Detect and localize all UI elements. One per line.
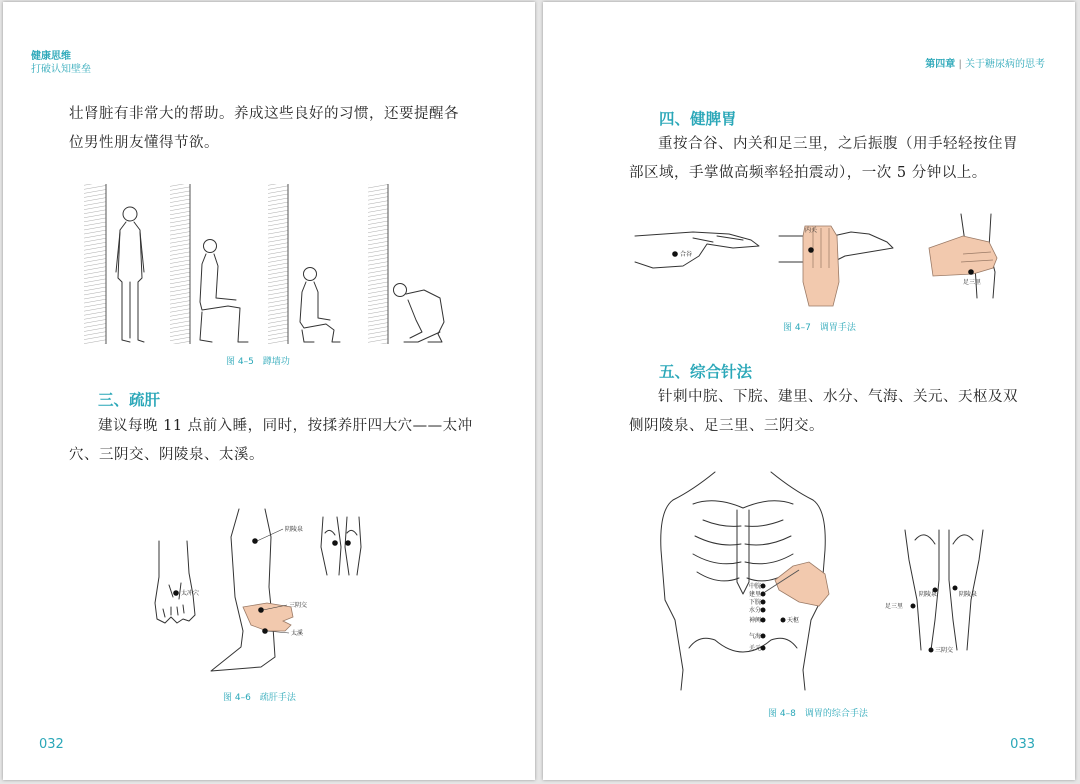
text-line: 建议每晚 11 点前入睡，同时，按揉养肝四大穴——太冲 xyxy=(98,418,473,434)
header-title: 关于糖尿病的思考 xyxy=(965,59,1045,70)
header-chapter: 第四章 xyxy=(925,59,956,70)
comprehensive-points-illustration xyxy=(653,470,993,692)
paragraph-spleen xyxy=(629,130,1059,188)
figure-4-5-caption: 图 4–5 蹲墙功 xyxy=(226,357,290,367)
wall-squat-illustration xyxy=(78,182,458,347)
text-line: 穴、三阴交、阴陵泉、太溪。 xyxy=(69,447,264,463)
sanyinjiao-label: 三阴交 xyxy=(289,602,308,609)
figure-4-6-caption: 图 4–6 疏肝手法 xyxy=(223,693,296,703)
zusanli-label: 足三里 xyxy=(963,279,982,286)
liver-points-illustration xyxy=(151,507,371,677)
guanyuan-label: 关元 xyxy=(749,645,762,652)
taichong-label: 太冲穴 xyxy=(181,590,200,597)
running-header xyxy=(31,50,91,76)
left-page xyxy=(3,2,535,780)
page-number: 033 xyxy=(1010,737,1035,752)
figure-4-7-caption: 图 4–7 调胃手法 xyxy=(783,323,856,333)
qihai-label: 气海 xyxy=(749,633,762,640)
text-line: 壮肾脏有非常大的帮助。养成这些良好的习惯，还要提醒各 xyxy=(69,106,459,122)
neiguan-label: 内关 xyxy=(805,227,818,234)
hegu-label: 合谷 xyxy=(680,251,693,258)
header-separator: | xyxy=(958,59,962,70)
sanyinjiao-label: 三阴交 xyxy=(935,647,954,654)
text-line: 针刺中脘、下脘、建里、水分、气海、关元、天枢及双 xyxy=(658,389,1018,405)
stomach-points-illustration xyxy=(633,212,1013,312)
jianli-label: 建里 xyxy=(749,591,762,598)
paragraph-kidney xyxy=(69,100,499,158)
shuifen-label: 水分 xyxy=(749,607,762,614)
paragraph-liver xyxy=(69,412,499,470)
section-title-acupuncture: 五、综合针法 xyxy=(659,363,753,381)
text-line: 侧阴陵泉、足三里、三阴交。 xyxy=(629,418,824,434)
tianshu-label: 天枢 xyxy=(787,617,800,624)
header-subtitle: 打破认知壁垒 xyxy=(31,64,91,75)
section-title-spleen: 四、健脾胃 xyxy=(659,110,737,128)
header-title: 健康思维 xyxy=(31,51,71,62)
running-header xyxy=(925,58,1045,71)
section-title-liver: 三、疏肝 xyxy=(98,391,161,409)
text-line: 部区域，手掌做高频率轻拍震动），一次 5 分钟以上。 xyxy=(629,165,987,181)
text-line: 位男性朋友懂得节欲。 xyxy=(69,135,219,151)
zusanli-label: 足三里 xyxy=(885,603,904,610)
yinlingquan-label: 阴陵泉 xyxy=(919,591,938,598)
page-number: 032 xyxy=(39,737,64,752)
figure-4-8-caption: 图 4–8 调胃的综合手法 xyxy=(768,709,868,719)
paragraph-acupuncture xyxy=(629,383,1059,441)
yinlingquan-right-label: 阴陵泉 xyxy=(959,591,978,598)
yinlingquan-label: 阴陵泉 xyxy=(285,526,304,533)
zhongwan-label: 中脘 xyxy=(749,583,762,590)
text-line: 重按合谷、内关和足三里，之后振腹（用手轻轻按住胃 xyxy=(658,136,1018,152)
taixi-label: 太溪 xyxy=(291,630,304,637)
shenque-label: 神阙 xyxy=(749,617,762,624)
xiawan-label: 下脘 xyxy=(749,599,762,606)
right-page xyxy=(543,2,1075,780)
